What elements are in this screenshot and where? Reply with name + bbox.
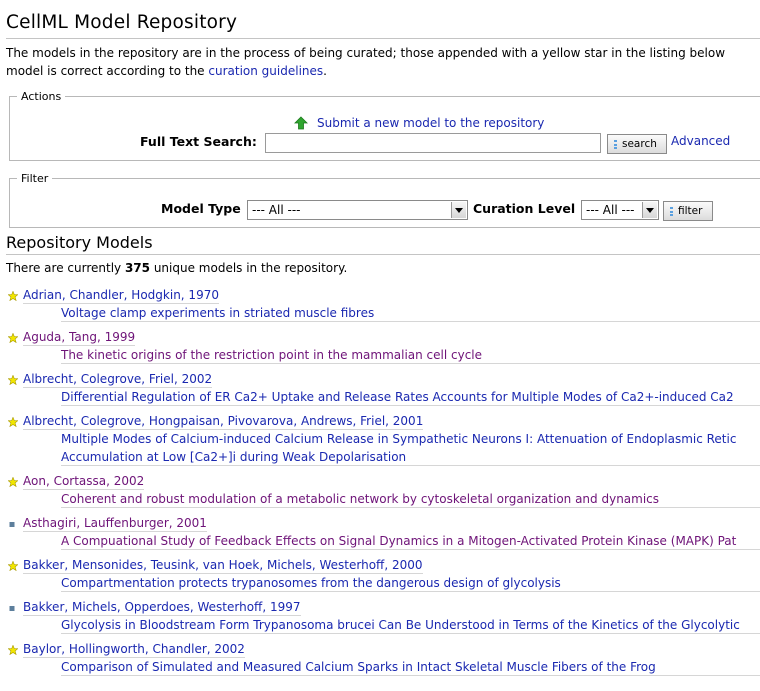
curation-level-label: Curation Level	[473, 201, 576, 216]
model-description-line: Comparison of Simulated and Measured Calcium Sparks in Intact Skeletal Muscle Fibers of the Frog	[61, 660, 656, 674]
square-bullet-icon	[8, 602, 17, 611]
repository-models-title: Repository Models	[6, 233, 153, 252]
model-description-underline	[61, 507, 760, 508]
model-name-link[interactable]: Albrecht, Colegrove, Friel, 2002	[23, 372, 213, 386]
star-icon	[8, 290, 17, 299]
intro-line-2-prefix: model is correct according to the	[6, 64, 209, 78]
model-name-link[interactable]: Bakker, Mensonides, Teusink, van Hoek, Michels, Westerhoff, 2000	[23, 558, 423, 572]
model-description-line: Voltage clamp experiments in striated muscle fibres	[61, 306, 375, 320]
model-name-link[interactable]: Aguda, Tang, 1999	[23, 330, 136, 344]
page-title: CellML Model Repository	[6, 12, 238, 33]
button-grip-icon	[614, 140, 617, 149]
star-icon	[8, 332, 17, 341]
model-type-select[interactable]	[247, 200, 468, 220]
star-icon	[8, 374, 17, 383]
model-name-link[interactable]: Albrecht, Colegrove, Hongpaisan, Pivovarova, Andrews, Friel, 2001	[23, 414, 424, 428]
model-description-line: The kinetic origins of the restriction point in the mammalian cell cycle	[61, 348, 483, 362]
advanced-search-link[interactable]: Advanced	[671, 134, 731, 148]
star-icon	[8, 644, 17, 653]
model-count: 375	[124, 261, 151, 275]
model-list-item	[0, 472, 760, 514]
model-description-line: A Compuational Study of Feedback Effects on Signal Dynamics in a Mitogen-Activated Protein Kinase (MAPK) Pat	[61, 534, 737, 548]
search-button-label: search	[622, 138, 657, 150]
model-description-line: Coherent and robust modulation of a metabolic network by cytoskeletal organization and dynamics	[61, 492, 660, 506]
model-list-item	[0, 598, 760, 640]
model-type-selected: --- All ---	[252, 203, 301, 217]
model-description-line: Glycolysis in Bloodstream Form Trypanosoma brucei Can Be Understood in Terms of the Kinetics of the Glycolytic	[61, 618, 740, 632]
model-list-item	[0, 640, 760, 682]
intro-text	[6, 44, 760, 80]
actions-legend: Actions	[21, 90, 62, 103]
star-icon	[8, 476, 17, 485]
model-list-item	[0, 556, 760, 598]
square-bullet-icon	[8, 518, 17, 527]
model-list	[0, 286, 760, 682]
model-description-line: Multiple Modes of Calcium-induced Calcium Release in Sympathetic Neurons I: Attenuation of Endoplasmic Retic	[61, 432, 737, 446]
model-list-item	[0, 286, 760, 328]
model-description-underline	[61, 591, 760, 592]
up-arrow-icon	[294, 116, 308, 130]
submit-model-link[interactable]: Submit a new model to the repository	[317, 116, 545, 130]
filter-legend: Filter	[21, 172, 49, 185]
intro-line-2-suffix: .	[323, 64, 327, 78]
model-description-link[interactable]	[61, 304, 374, 322]
title-divider	[6, 38, 760, 39]
model-description-link[interactable]	[61, 430, 736, 466]
filter-button[interactable]	[663, 201, 713, 221]
model-description-underline	[61, 549, 760, 550]
model-count-line	[6, 261, 347, 275]
model-description-line: Compartmentation protects trypanosomes from the dangerous design of glycolysis	[61, 576, 561, 590]
full-text-search-label: Full Text Search:	[140, 134, 257, 149]
star-icon	[8, 560, 17, 569]
model-description-link[interactable]	[61, 388, 734, 406]
model-description-underline	[61, 321, 760, 322]
model-name-link[interactable]: Aon, Cortassa, 2002	[23, 474, 145, 488]
model-name-link[interactable]: Baylor, Hollingworth, Chandler, 2002	[23, 642, 245, 656]
intro-line-2	[6, 62, 760, 80]
chevron-down-icon	[451, 202, 466, 218]
model-list-item	[0, 412, 760, 472]
model-list-item	[0, 328, 760, 370]
model-description-underline	[61, 633, 760, 634]
model-description-link[interactable]	[61, 346, 482, 364]
filter-button-label: filter	[678, 205, 703, 217]
model-description-line: Differential Regulation of ER Ca2+ Uptake and Release Rates Accounts for Multiple Modes of Ca2+-induced Ca2	[61, 390, 734, 404]
model-description-underline	[61, 675, 760, 676]
chevron-down-icon	[642, 202, 657, 218]
model-description-line: Accumulation at Low [Ca2+]i during Weak Depolarisation	[61, 450, 407, 464]
model-description-link[interactable]	[61, 574, 561, 592]
model-name-link[interactable]: Bakker, Michels, Opperdoes, Westerhoff, 1997	[23, 600, 301, 614]
model-name-link[interactable]: Asthagiri, Lauffenburger, 2001	[23, 516, 207, 530]
model-description-underline	[61, 465, 760, 466]
search-button[interactable]	[607, 134, 667, 154]
star-icon	[8, 416, 17, 425]
model-description-underline	[61, 363, 760, 364]
model-description-underline	[61, 405, 760, 406]
submit-model-row	[294, 116, 544, 130]
curation-level-select[interactable]	[581, 200, 659, 220]
count-prefix: There are currently	[6, 261, 125, 275]
curation-guidelines-link[interactable]: curation guidelines	[208, 64, 324, 78]
button-grip-icon	[670, 207, 673, 216]
model-list-item	[0, 370, 760, 412]
model-name-link[interactable]: Adrian, Chandler, Hodgkin, 1970	[23, 288, 219, 302]
model-description-link[interactable]	[61, 616, 740, 634]
intro-line-1: The models in the repository are in the process of being curated; those appended with a yellow star in the listing below	[6, 46, 726, 60]
count-suffix: unique models in the repository.	[150, 261, 348, 275]
model-list-item	[0, 514, 760, 556]
model-type-label: Model Type	[161, 201, 241, 216]
model-description-link[interactable]	[61, 490, 659, 508]
search-input[interactable]	[265, 133, 601, 153]
model-description-link[interactable]	[61, 532, 736, 550]
model-description-link[interactable]	[61, 658, 656, 676]
section-divider	[6, 254, 760, 255]
curation-level-selected: --- All ---	[586, 203, 635, 217]
